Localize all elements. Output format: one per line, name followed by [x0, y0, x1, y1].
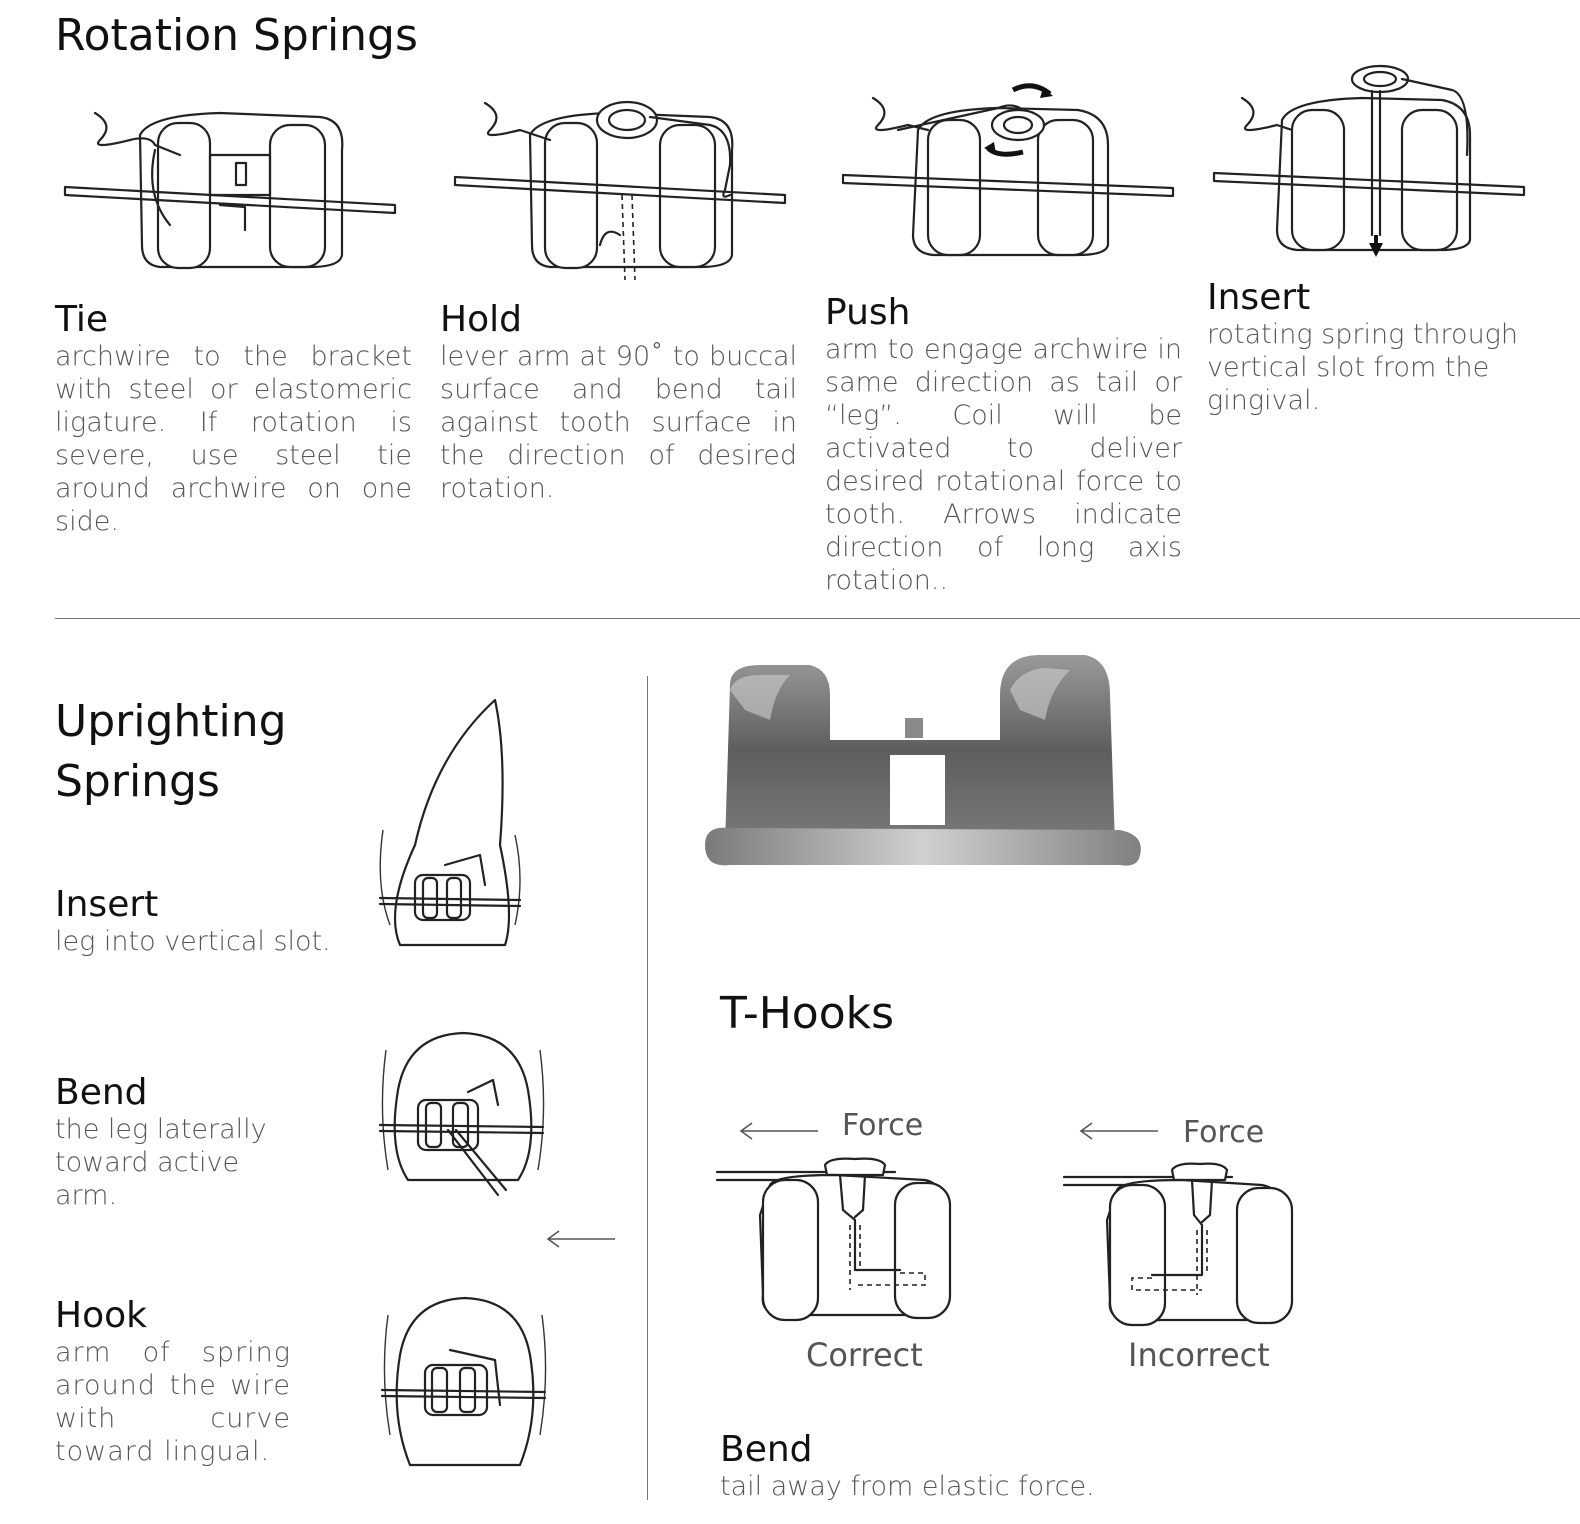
- tie-text: archwire to the bracket with steel or elastomeric ligature. If rotation is severe, use steel tie around archwire on one side.: [55, 340, 412, 537]
- incorrect-thook-illustration: [1062, 1160, 1302, 1330]
- tie-step: [55, 300, 412, 538]
- insert-step: [1207, 278, 1557, 417]
- rotation-springs-title: Rotation Springs: [55, 10, 418, 61]
- insert-text: rotating spring through vertical slot from the gingival.: [1207, 318, 1519, 416]
- uprighting-insert-heading: Insert: [55, 884, 159, 925]
- uprighting-hook-text: arm of spring around the wire with curve toward lingual.: [55, 1336, 291, 1467]
- t-hooks-title: T-Hooks: [720, 988, 895, 1039]
- uprighting-hook-heading: Hook: [55, 1295, 147, 1336]
- uprighting-springs-title: [55, 692, 287, 812]
- uprighting-bend-heading: Bend: [55, 1072, 148, 1113]
- hold-text: lever arm at 90˚ to buccal surface and bend tail against tooth surface in the direction of desired rotation.: [440, 340, 797, 504]
- push-text: arm to engage archwire in same direction as tail or “leg”. Coil will be activated to deliver desired rotational force to tooth. Arrows indicate direction of long axis rotation..: [825, 333, 1182, 596]
- insert-bracket-illustration: [1212, 65, 1532, 265]
- hold-bracket-illustration: [450, 95, 790, 290]
- correct-label: Correct: [806, 1336, 923, 1374]
- push-heading: Push: [825, 292, 911, 333]
- hold-heading: Hold: [440, 299, 522, 340]
- thook-bend-text: tail away from elastic force.: [720, 1470, 1095, 1502]
- vertical-divider: [647, 676, 648, 1500]
- push-step: [825, 293, 1182, 597]
- thook-bend-step: [720, 1430, 1140, 1503]
- push-bracket-illustration: [838, 80, 1178, 265]
- horizontal-divider: [55, 618, 1580, 619]
- force-label-left: Force: [842, 1108, 924, 1143]
- uprighting-title-line2: Springs: [55, 756, 220, 807]
- left-arrow-icon: [545, 1228, 617, 1250]
- tie-bracket-illustration: [60, 95, 410, 280]
- bracket-photo: [700, 650, 1145, 875]
- force-label-right: Force: [1183, 1115, 1265, 1150]
- thook-bend-heading: Bend: [720, 1429, 813, 1470]
- uprighting-hook-step: [55, 1296, 291, 1468]
- correct-thook-illustration: [715, 1155, 960, 1330]
- uprighting-title-line1: Uprighting: [55, 696, 287, 747]
- incorrect-label: Incorrect: [1128, 1336, 1270, 1374]
- tooth-bend-illustration: [378, 1030, 548, 1215]
- hold-step: [440, 300, 797, 505]
- tooth-hook-illustration: [380, 1295, 550, 1475]
- insert-heading: Insert: [1207, 277, 1311, 318]
- uprighting-bend-step: [55, 1073, 270, 1212]
- force-arrow-left-icon: [738, 1120, 820, 1142]
- uprighting-bend-text: the leg laterally toward active arm.: [55, 1113, 267, 1211]
- canine-insert-illustration: [375, 695, 525, 955]
- tie-heading: Tie: [55, 299, 109, 340]
- uprighting-insert-text: leg into vertical slot.: [55, 925, 331, 957]
- uprighting-insert-step: [55, 885, 365, 958]
- force-arrow-right-icon: [1078, 1120, 1160, 1142]
